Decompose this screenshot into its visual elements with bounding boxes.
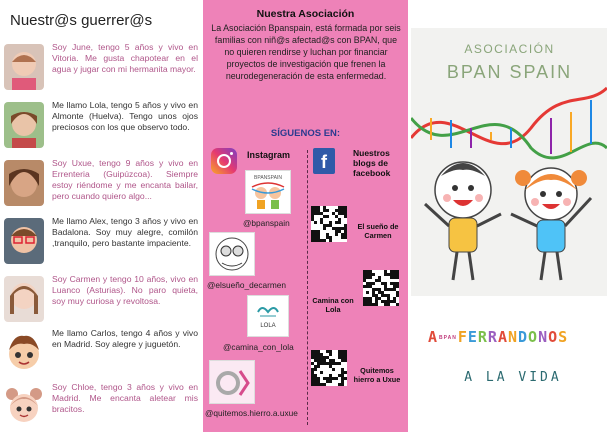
- association-description: La Asociación Bpanspain, está formada por seis familias con niñ@s afectad@s con BPAN, que no quieren rendirse y luchan por financiar proyectos de investigación que frenen la neurodegeneración de esta enfermedad.: [211, 23, 401, 81]
- follow-us-heading: SÍGUENOS EN:: [270, 128, 341, 139]
- kid-photo-uxue: [4, 160, 44, 206]
- kid-photo-lola: [4, 102, 44, 148]
- kid-cartoon-carlos: [4, 330, 44, 376]
- kid-photo-carmen: [4, 276, 44, 322]
- association-panel: [203, 0, 408, 432]
- kids-panel: [0, 0, 203, 432]
- qr-code-camina-con-lola[interactable]: [363, 270, 399, 306]
- slogan-letter: R: [477, 328, 488, 346]
- slogan-badge: BPAN: [439, 334, 457, 341]
- kid-cartoon-chloe: [4, 384, 44, 430]
- slogan-letter: O: [528, 328, 539, 346]
- slogan-letter: N: [507, 328, 519, 346]
- kid-card-june: [4, 42, 200, 96]
- logo-subtitle: ASOCIACIÓN: [464, 42, 555, 56]
- blog-label-camina-con-lola[interactable]: Camina con Lola: [312, 296, 354, 314]
- kid-text-june: Soy June, tengo 5 años y vivo en Vitoria. Me gusta chapotear en el agua y jugar con mi hermanita mayor.: [52, 42, 198, 74]
- kid-card-alex: [4, 216, 200, 270]
- slogan-letter: N: [538, 328, 549, 346]
- kid-text-uxue: Soy Uxue, tengo 9 años y vivo en Errenteria (Guipúzcoa). Siempre estoy riéndome y me encanta bailar, pero cuando quiero algo...: [52, 158, 198, 201]
- slogan-line-1: [428, 328, 568, 346]
- slogan-letter: O: [548, 328, 559, 346]
- kid-photo-alex: [4, 218, 44, 264]
- kid-card-lola: [4, 100, 200, 154]
- camina-con-lola-thumbnail[interactable]: [247, 295, 289, 337]
- logo-title: BPAN SPAIN: [446, 62, 573, 82]
- kids-panel-title: Nuestr@s guerrer@s: [10, 12, 153, 29]
- slogan-letter: E: [467, 328, 478, 346]
- slogan-letter: R: [487, 328, 498, 346]
- instagram-handle-elsueno-decarmen[interactable]: @elsueño_decarmen: [207, 280, 286, 290]
- bpanspain-thumbnail[interactable]: [245, 170, 291, 214]
- cover-panel: [408, 0, 611, 432]
- kid-card-carlos: [4, 328, 200, 382]
- kid-text-lola: Me llamo Lola, tengo 5 años y vivo en Almonte (Huelva). Tengo unos ojos preciosos con los que observo todo.: [52, 100, 198, 132]
- slogan-line-2: A LA VIDA: [464, 370, 562, 385]
- lola-logo-text: LOLA: [260, 323, 276, 329]
- qr-code-quitemos-hierro-a-uxue[interactable]: [311, 350, 347, 386]
- kid-text-alex: Me llamo Alex, tengo 3 años y vivo en Badalona. Soy muy alegre, comilón ,tranquilo, pero bastante impaciente.: [52, 216, 198, 248]
- slogan-letter: S: [558, 328, 569, 346]
- kid-card-chloe: [4, 382, 200, 432]
- blog-label-el-sueno-de-carmen[interactable]: El sueño de Carmen: [357, 222, 399, 240]
- kid-card-uxue: [4, 158, 200, 212]
- slogan-letters: [428, 328, 568, 346]
- instagram-label: Instagram: [247, 150, 291, 160]
- facebook-icon[interactable]: f: [313, 148, 335, 174]
- facebook-blogs-label: Nuestros blogs de facebook: [353, 148, 391, 178]
- elsueno-decarmen-thumbnail[interactable]: [209, 232, 255, 276]
- qr-code-el-sueno-de-carmen[interactable]: [311, 206, 347, 242]
- quitemos-hierro-thumbnail[interactable]: [209, 360, 255, 404]
- slogan-letter: D: [518, 328, 529, 346]
- kid-card-carmen: [4, 274, 200, 328]
- kid-photo-june: [4, 44, 44, 90]
- svg-text:BPANSPAIN: BPANSPAIN: [254, 175, 282, 181]
- instagram-handle-quitemos-hierro[interactable]: @quitemos.hierro.a.uxue: [205, 408, 298, 418]
- association-title: Nuestra Asociación: [256, 8, 355, 20]
- instagram-handle-camina-con-lola[interactable]: @camina_con_lola: [223, 342, 294, 352]
- blog-label-quitemos-hierro-a-uxue[interactable]: Quitemos hierro a Uxue: [353, 366, 401, 384]
- kid-text-carmen: Soy Carmen y tengo 10 años, vivo en Luanco (Asturias). No paro quieta, soy muy curiosa y revoltosa.: [52, 274, 198, 306]
- column-divider: [307, 150, 308, 425]
- slogan-letter: F: [457, 328, 468, 346]
- kid-text-carlos: Me llamo Carlos, tengo 4 años y vivo en Madrid. Soy alegre y juguetón.: [52, 328, 198, 349]
- slogan-letter: A: [497, 328, 508, 346]
- slogan-letter: A: [428, 328, 439, 346]
- instagram-handle-bpanspain[interactable]: @bpanspain: [243, 218, 290, 228]
- instagram-icon[interactable]: [211, 148, 237, 174]
- kid-text-chloe: Soy Chloe, tengo 3 años y vivo en Madrid. Me encanta aletear mis bracitos.: [52, 382, 198, 414]
